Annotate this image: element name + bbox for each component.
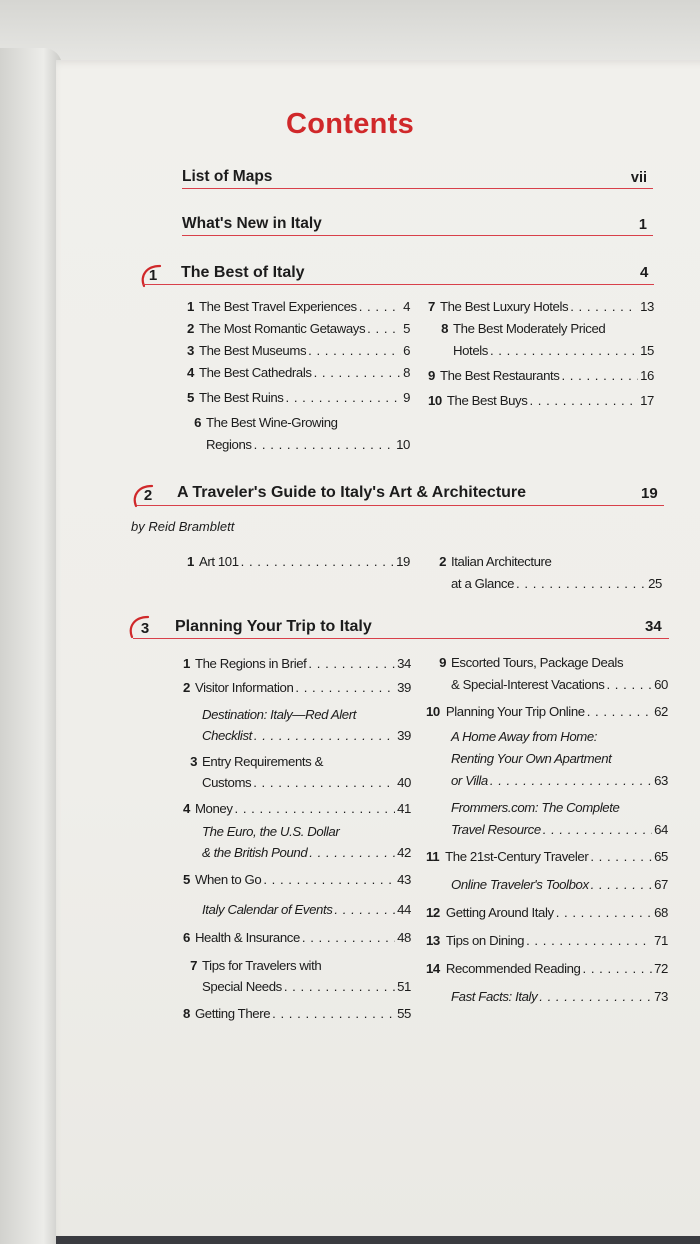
toc-entry: 10 Planning Your Trip Online . . . 62 bbox=[432, 701, 668, 723]
toc-entry: 1 The Regions in Brief . . . 34 bbox=[183, 652, 411, 676]
toc-entry: 13 Tips on Dining . . . 71 bbox=[432, 930, 668, 952]
chapter-rule bbox=[133, 638, 669, 639]
toc-entry-continuation: Checklist . . . 39 bbox=[183, 725, 411, 746]
toc-entry: 1 Art 101 . . . 19 bbox=[187, 551, 410, 573]
toc-column-ch3-left bbox=[183, 652, 411, 1027]
heading-label: What's New in Italy bbox=[182, 215, 322, 232]
toc-entry-continuation: Regions . . . 10 bbox=[187, 434, 410, 456]
toc-entry: 9 The Best Restaurants . . . 16 bbox=[428, 365, 654, 387]
chapter-byline: by Reid Bramblett bbox=[131, 519, 235, 534]
toc-entry: 4 The Best Cathedrals . . . 8 bbox=[187, 362, 410, 384]
page-title: Contents bbox=[285, 108, 415, 140]
chapter-number: 1 bbox=[148, 267, 158, 284]
toc-heading-whats-new bbox=[182, 211, 653, 236]
toc-entry-continuation: Customs . . . 40 bbox=[183, 772, 411, 793]
chapter-rule bbox=[143, 284, 654, 285]
toc-entry: 4 Money . . . 41 bbox=[183, 797, 411, 821]
toc-entry: 3 The Best Museums . . . 6 bbox=[187, 340, 410, 362]
toc-entry: 8 Getting There . . . 55 bbox=[183, 1002, 411, 1026]
chapter-page: 4 bbox=[640, 264, 649, 281]
toc-sub-entry: Destination: Italy—Red Alert bbox=[202, 706, 356, 722]
toc-sub-entry: Online Traveler's Toolbox . . . 67 bbox=[432, 874, 668, 896]
table-surface bbox=[56, 1236, 700, 1244]
toc-entry-continuation: or Villa . . . 63 bbox=[432, 770, 668, 792]
toc-entry: 14 Recommended Reading . . . 72 bbox=[432, 958, 668, 980]
toc-heading-list-of-maps bbox=[182, 164, 653, 189]
heading-page: vii bbox=[630, 170, 647, 186]
toc-entry-continuation: Special Needs . . . 51 bbox=[183, 976, 411, 997]
heading-page: 1 bbox=[638, 217, 647, 233]
toc-column-ch1-right bbox=[428, 296, 654, 412]
toc-entry: 1 The Best Travel Experiences . . . 4 bbox=[187, 296, 410, 318]
toc-entry: 10 The Best Buys . . . 17 bbox=[428, 390, 654, 412]
chapter-page: 19 bbox=[641, 485, 658, 502]
toc-column-ch2-right bbox=[432, 551, 662, 595]
chapter-title: A Traveler's Guide to Italy's Art & Architecture bbox=[177, 484, 527, 501]
toc-entry: 8 The Best Moderately Priced bbox=[441, 321, 606, 336]
toc-entry: 2 The Most Romantic Getaways . . . 5 bbox=[187, 318, 410, 340]
toc-entry: 11 The 21st-Century Traveler . . . 65 bbox=[432, 846, 668, 868]
chapter-title: Planning Your Trip to Italy bbox=[175, 618, 372, 635]
toc-column-ch1-left bbox=[187, 296, 410, 456]
left-page-edge bbox=[0, 48, 62, 1244]
toc-sub-entry: Fast Facts: Italy . . . 73 bbox=[432, 986, 668, 1008]
toc-sub-entry: A Home Away from Home: bbox=[451, 729, 598, 744]
chapter-page: 34 bbox=[645, 618, 662, 635]
toc-entry: 2 Visitor Information . . . 39 bbox=[183, 676, 411, 700]
chapter-title: The Best of Italy bbox=[181, 264, 305, 281]
toc-entry: 7 Tips for Travelers with bbox=[190, 958, 322, 974]
toc-entry: 7 The Best Luxury Hotels . . . 13 bbox=[428, 296, 654, 318]
toc-sub-entry: The Euro, the U.S. Dollar bbox=[202, 824, 340, 840]
chapter-rule bbox=[137, 505, 664, 506]
chapter-number: 3 bbox=[140, 620, 150, 637]
toc-entry-continuation: at a Glance . . . 25 bbox=[432, 573, 662, 595]
toc-entry: 2 Italian Architecture bbox=[439, 554, 552, 569]
toc-sub-entry: Italy Calendar of Events . . . 44 bbox=[183, 898, 411, 922]
background-top bbox=[0, 0, 700, 62]
toc-entry-continuation: & Special-Interest Vacations . . . 60 bbox=[432, 674, 668, 696]
toc-entry-continuation: Travel Resource . . . 64 bbox=[432, 819, 668, 841]
toc-entry-continuation: & the British Pound . . . 42 bbox=[183, 842, 411, 863]
toc-column-ch3-right bbox=[426, 652, 668, 1008]
toc-entry: 9 Escorted Tours, Package Deals bbox=[439, 655, 624, 670]
chapter-number: 2 bbox=[143, 487, 153, 504]
toc-sub-entry: Frommers.com: The Complete bbox=[451, 800, 620, 815]
toc-entry: 5 The Best Ruins . . . 9 bbox=[187, 387, 410, 409]
toc-entry: 3 Entry Requirements & bbox=[190, 753, 323, 769]
toc-entry: 12 Getting Around Italy . . . 68 bbox=[432, 902, 668, 924]
toc-entry-continuation: Renting Your Own Apartment bbox=[451, 751, 612, 766]
toc-column-ch2-left bbox=[187, 551, 410, 573]
heading-label: List of Maps bbox=[182, 168, 273, 185]
toc-entry-continuation: Hotels . . . 15 bbox=[428, 340, 654, 362]
toc-entry: 5 When to Go . . . 43 bbox=[183, 868, 411, 892]
toc-entry: 6 The Best Wine-Growing bbox=[194, 415, 338, 430]
toc-entry: 6 Health & Insurance . . . 48 bbox=[183, 926, 411, 950]
